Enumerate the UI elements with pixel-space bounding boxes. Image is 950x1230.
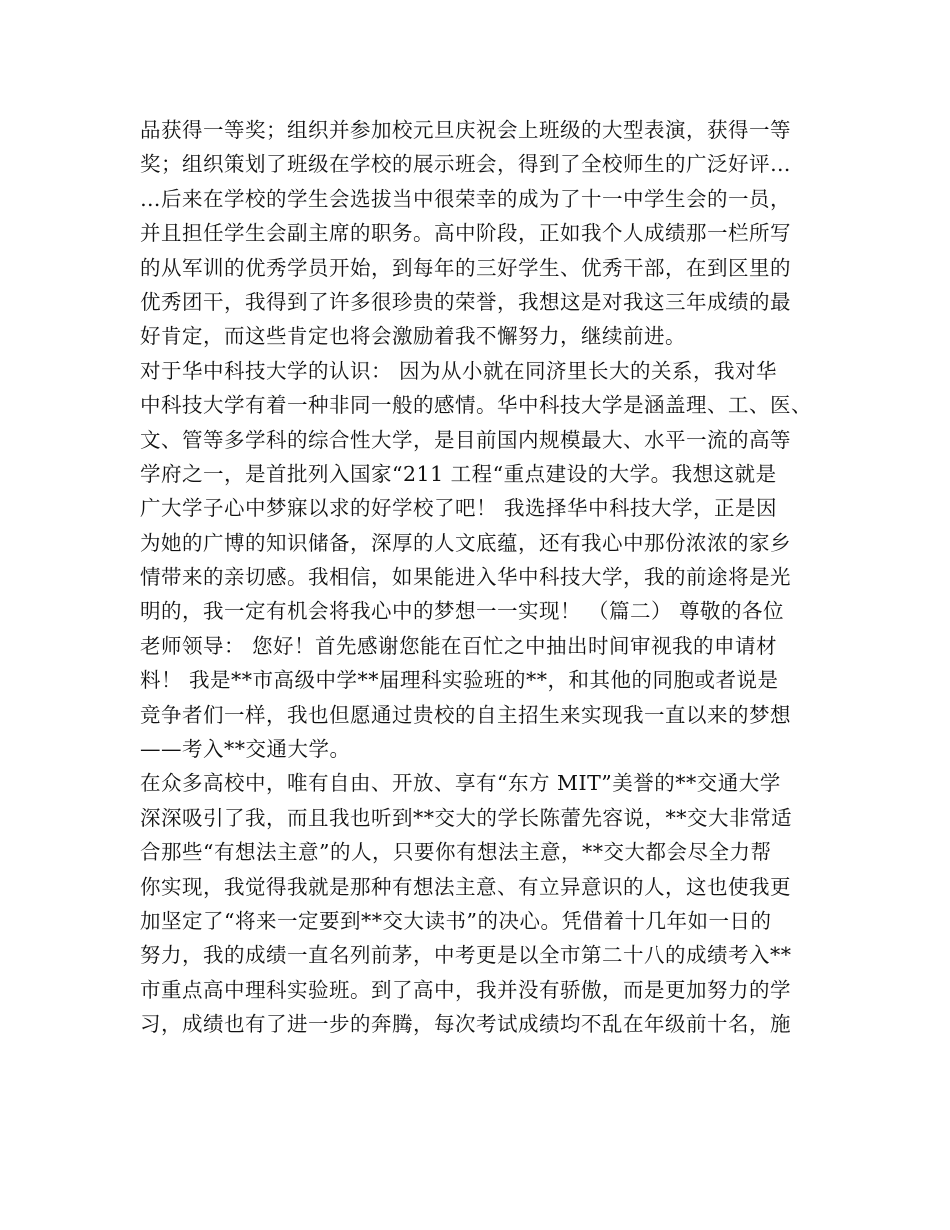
text-line: 习，成绩也有了进一步的奔腾，每次考试成绩均不乱在年级前十名，施 xyxy=(140,1012,791,1037)
text-line: 奖；组织策划了班级在学校的展示班会，得到了全校师生的广泛好评… xyxy=(140,152,791,177)
text-line: 在众多高校中，唯有自由、开放、享有“东方 MIT”美誉的**交通大学 xyxy=(140,771,781,796)
text-line: 品获得一等奖；组织并参加校元旦庆祝会上班级的大型表演，获得一等 xyxy=(140,118,791,142)
text-line: 为她的广博的知识储备，深厚的人文底蕴，还有我心中那份浓浓的家乡 xyxy=(140,530,791,555)
text-line: 老师领导： 您好！首先感谢您能在百忙之中抽出时间审视我的申请材 xyxy=(140,633,778,658)
text-line: ——考入**交通大学。 xyxy=(140,737,351,762)
text-line: 的从军训的优秀学员开始，到每年的三好学生、优秀干部，在到区里的 xyxy=(140,255,791,280)
text-line: …后来在学校的学生会选拔当中很荣幸的成为了十一中学生会的一员， xyxy=(140,186,791,211)
text-line: 好肯定，而这些肯定也将会激励着我不懈努力，继续前进。 xyxy=(140,324,686,349)
text-line: 优秀团干，我得到了许多很珍贵的荣誉，我想这是对我这三年成绩的最 xyxy=(140,289,791,314)
text-line: 努力，我的成绩一直名列前茅，中考更是以全市第二十八的成绩考入** xyxy=(140,943,792,968)
text-line: 文、管等多学科的综合性大学，是目前国内规模最大、水平一流的高等 xyxy=(140,427,791,452)
text-line: 广大学子心中梦寐以求的好学校了吧！ 我选择华中科技大学，正是因 xyxy=(140,496,778,521)
text-line: 中科技大学有着一种非同一般的感情。华中科技大学是涵盖理、工、医、 xyxy=(140,393,812,418)
text-line: 学府之一，是首批列入国家“211 工程“重点建设的大学。我想这就是 xyxy=(140,461,777,486)
text-line: 竞争者们一样，我也但愿通过贵校的自主招生来实现我一直以来的梦想 xyxy=(140,702,791,727)
text-line: 并且担任学生会副主席的职务。高中阶段，正如我个人成绩那一栏所写 xyxy=(140,221,791,246)
text-line: 明的，我一定有机会将我心中的梦想一一实现！ （篇二） 尊敬的各位 xyxy=(140,599,785,624)
text-line: 市重点高中理科实验班。到了高中，我并没有骄傲，而是更加努力的学 xyxy=(140,977,791,1002)
document-body-text xyxy=(140,113,830,1042)
text-line: 情带来的亲切感。我相信，如果能进入华中科技大学，我的前途将是光 xyxy=(140,565,791,590)
text-line: 加坚定了“将来一定要到**交大读书”的决心。凭借着十几年如一日的 xyxy=(140,908,772,933)
text-line: 料！ 我是**市高级中学**届理科实验班的**，和其他的同胞或者说是 xyxy=(140,668,779,693)
text-line: 合那些“有想法主意”的人，只要你有想法主意，**交大都会尽全力帮 xyxy=(140,840,772,865)
text-line: 你实现，我觉得我就是那种有想法主意、有立异意识的人，这也使我更 xyxy=(140,874,791,899)
text-line: 对于华中科技大学的认识： 因为从小就在同济里长大的关系，我对华 xyxy=(140,358,778,383)
text-line: 深深吸引了我，而且我也听到**交大的学长陈蕾先容说，**交大非常适 xyxy=(140,805,792,830)
